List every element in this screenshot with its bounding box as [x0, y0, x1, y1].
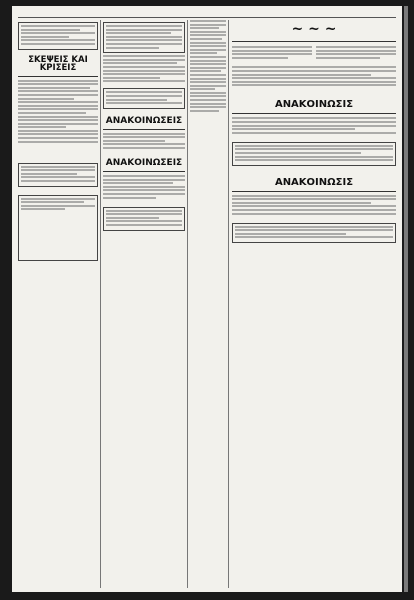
right-banner-heading: ~ ~ ~	[291, 21, 337, 37]
left-ad-box	[18, 163, 98, 187]
right-area	[232, 20, 396, 588]
center-headline-2: ΑΝΑΚΟΙΝΩΣΕΙΣ	[105, 158, 183, 169]
left-notice-box	[18, 22, 98, 50]
center-left-notice-box	[103, 22, 185, 53]
center-listings-column	[190, 20, 226, 588]
right-box-1	[232, 142, 396, 166]
left-headline: ΣΚΕΨΕΙΣ ΚΑΙ ΚΡΙΣΕΙΣ	[28, 54, 88, 74]
center-headline-1: ΑΝΑΚΟΙΝΩΣΕΙΣ	[105, 115, 183, 126]
page-header-strip	[18, 10, 396, 18]
page-binding-edge	[404, 6, 408, 592]
left-ad-box-2	[18, 195, 98, 261]
right-box-2	[232, 223, 396, 243]
center-left-column	[103, 20, 185, 588]
right-headline-1: ΑΝΑΚΟΙΝΩΣΙΣ	[274, 99, 354, 111]
center-left-box-2	[103, 88, 185, 108]
left-column	[18, 20, 98, 588]
right-headline-2: ΑΝΑΚΟΙΝΩΣΙΣ	[274, 176, 354, 188]
center-left-box-3	[103, 207, 185, 231]
newspaper-page	[12, 6, 402, 592]
